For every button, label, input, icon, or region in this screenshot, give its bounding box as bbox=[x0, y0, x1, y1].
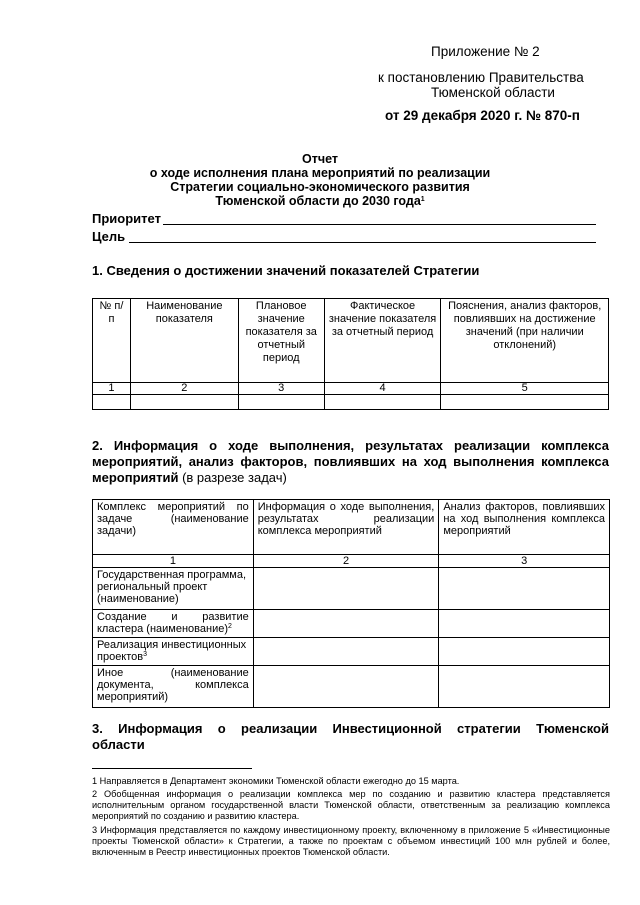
activities-number-row bbox=[93, 555, 610, 568]
table-cell[interactable] bbox=[253, 610, 439, 638]
table-cell[interactable] bbox=[441, 395, 609, 410]
resolution-date-number: от 29 декабря 2020 г. № 870-п bbox=[385, 108, 580, 123]
footnote-mark: 1 bbox=[420, 196, 425, 203]
section-2-heading bbox=[92, 438, 609, 486]
table-cell[interactable] bbox=[253, 666, 439, 708]
table-cell[interactable] bbox=[439, 568, 610, 610]
indicators-table bbox=[92, 298, 609, 410]
section-3-heading-line-1: 3. Информация о реализации Инвестиционной стратегии Тюменской bbox=[92, 721, 609, 736]
priority-label: Приоритет bbox=[92, 211, 161, 226]
indicators-empty-row bbox=[93, 395, 609, 410]
appendix-label: Приложение № 2 bbox=[431, 44, 540, 59]
footnote-3: 3 Информация представляется по каждому инвестиционному проекту, включенному в приложение 5 «Инвестиционные проекты Тюменской области» к Стратегии, а также по проектам с объемом инвестиций 100 млн рублей и более, включенным в Реестр инвестиционных проектов Тюменской области. bbox=[92, 825, 610, 857]
table-row bbox=[93, 610, 610, 638]
col-number-2: 2 bbox=[130, 383, 238, 395]
section-2-heading-line-2: мероприятий, анализ факторов, повлиявших на ход выполнения комплекса bbox=[92, 454, 609, 469]
table-cell[interactable] bbox=[439, 666, 610, 708]
row-label-cluster: Создание и развитие кластера (наименование)$^2$ bbox=[93, 610, 254, 638]
table-cell[interactable] bbox=[439, 638, 610, 666]
col-number-1: 1 bbox=[93, 383, 131, 395]
section-1-heading: 1. Сведения о достижении значений показателей Стратегии bbox=[92, 263, 480, 278]
col-explanation-header: Пояснения, анализ факторов, повлиявших на достижение значений (при наличии отклонений) bbox=[441, 299, 609, 383]
col-indicator-name-header: Наименование показателя bbox=[130, 299, 238, 383]
col-planned-value-header: Плановое значение показателя за отчетный период bbox=[238, 299, 324, 383]
goal-label: Цель bbox=[92, 229, 126, 244]
footnote-1: 1 Направляется в Департамент экономики Тюменской области ежегодно до 15 марта. bbox=[92, 776, 460, 786]
section-3-heading-line-2: области bbox=[92, 737, 145, 752]
table-cell[interactable] bbox=[324, 395, 441, 410]
indicators-number-row bbox=[93, 383, 609, 395]
table-cell[interactable] bbox=[130, 395, 238, 410]
table-row bbox=[93, 638, 610, 666]
priority-field[interactable] bbox=[163, 224, 596, 225]
row-label-investment-projects: Реализация инвестиционных проектов$^3$ bbox=[93, 638, 254, 666]
report-subtitle-line-3: Тюменской области до 2030 года$^1$ bbox=[215, 194, 425, 208]
col-number-4: 4 bbox=[324, 383, 441, 395]
col-number-2: 2 bbox=[253, 555, 439, 568]
col-progress-info-header: Информация о ходе выполнения, результатах реализации комплекса мероприятий bbox=[253, 500, 439, 555]
activities-header-row bbox=[93, 500, 610, 555]
col-number-1: 1 bbox=[93, 555, 254, 568]
col-number-3: 3 bbox=[238, 383, 324, 395]
report-subtitle-line-1: о ходе исполнения плана мероприятий по реализации bbox=[149, 166, 491, 180]
col-number-5: 5 bbox=[441, 383, 609, 395]
footnote-2: 2 Обобщенная информация о реализации комплекса мер по созданию и развитию кластера представляется исполнительным органом государственной власти Тюменской области, ответственным за реализацию комплекса мероприятий по созданию и развитию кластера. bbox=[92, 789, 610, 821]
footnote-divider bbox=[92, 768, 252, 769]
row-label-other: Иное (наименование документа, комплекса мероприятий) bbox=[93, 666, 254, 708]
section-3-heading bbox=[92, 721, 609, 753]
table-cell[interactable] bbox=[238, 395, 324, 410]
footnote-mark: 2 bbox=[228, 623, 232, 630]
table-cell[interactable] bbox=[93, 395, 131, 410]
report-title: Отчет bbox=[301, 152, 338, 166]
row-label-state-program: Государственная программа, региональный проект (наименование) bbox=[93, 568, 254, 610]
indicators-header-row bbox=[93, 299, 609, 383]
table-row bbox=[93, 568, 610, 610]
col-number-header: № п/п bbox=[93, 299, 131, 383]
resolution-line-1: к постановлению Правительства bbox=[378, 70, 584, 85]
resolution-line-2: Тюменской области bbox=[431, 85, 555, 100]
goal-field[interactable] bbox=[129, 242, 596, 243]
report-subtitle-line-2: Стратегии социально-экономического развития bbox=[170, 180, 470, 194]
table-cell[interactable] bbox=[253, 568, 439, 610]
table-cell[interactable] bbox=[253, 638, 439, 666]
table-row bbox=[93, 666, 610, 708]
col-activities-header: Комплекс мероприятий по задаче (наименование задачи) bbox=[93, 500, 254, 555]
activities-table bbox=[92, 499, 610, 708]
table-cell[interactable] bbox=[439, 610, 610, 638]
footnote-mark: 3 bbox=[143, 651, 148, 658]
col-factors-header: Анализ факторов, повлиявших на ход выполнения комплекса мероприятий bbox=[439, 500, 610, 555]
section-2-heading-suffix: (в разрезе задач) bbox=[178, 470, 287, 485]
col-number-3: 3 bbox=[439, 555, 610, 568]
section-2-heading-line-3: мероприятий (в разрезе задач) bbox=[92, 470, 287, 485]
col-actual-value-header: Фактическое значение показателя за отчетный период bbox=[324, 299, 441, 383]
section-2-heading-line-1: 2. Информация о ходе выполнения, результатах реализации комплекса bbox=[92, 438, 609, 453]
footnotes bbox=[92, 776, 610, 858]
